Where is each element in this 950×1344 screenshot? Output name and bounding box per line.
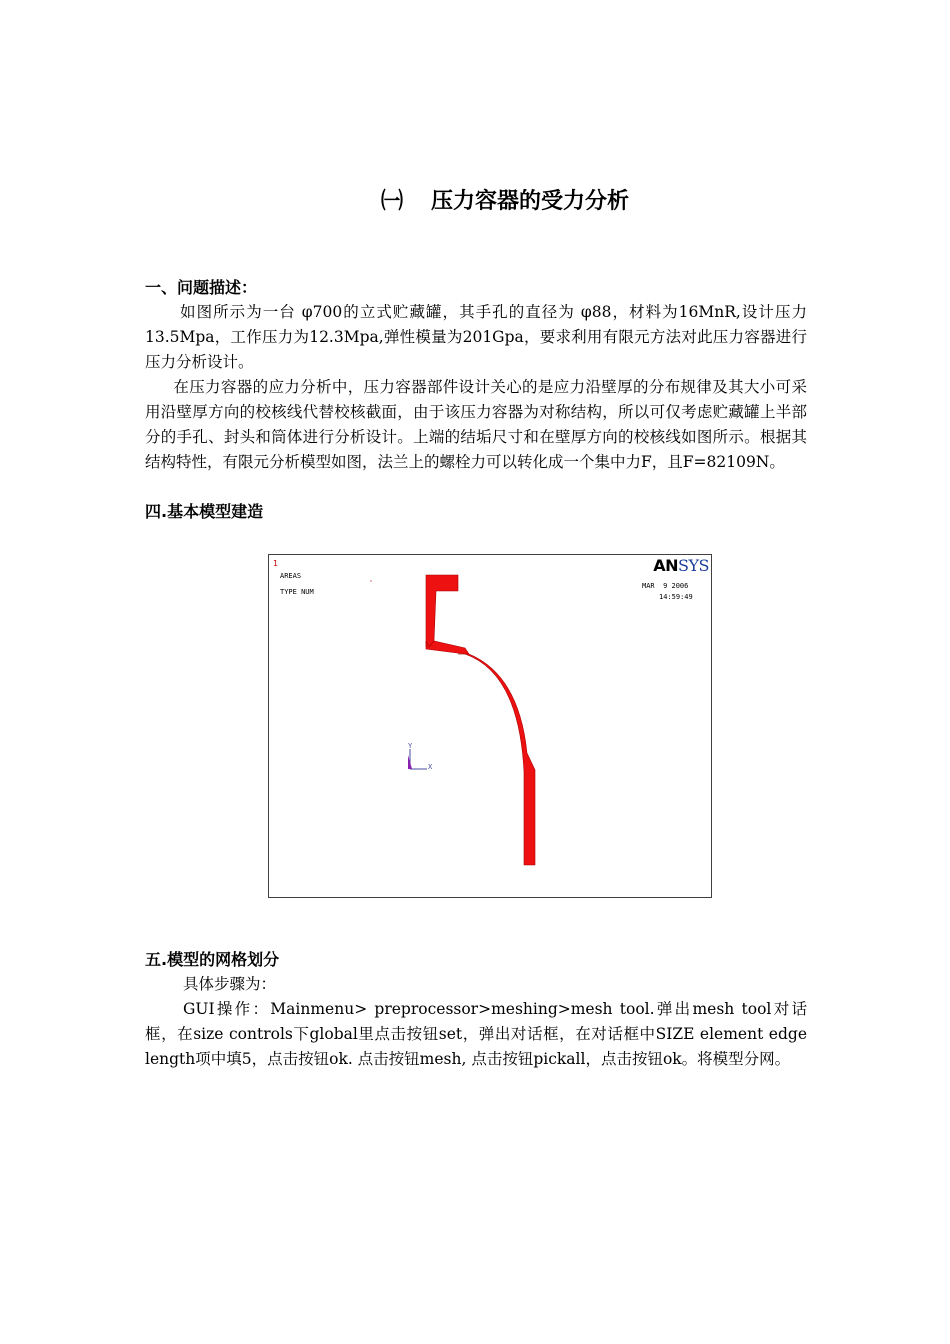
- flange-area: [426, 575, 458, 647]
- logo-an: AN: [653, 556, 679, 575]
- model-geometry: [269, 555, 711, 897]
- section-heading-mesh: 五.模型的网格划分: [145, 950, 280, 969]
- axis-y-label: Y: [408, 742, 413, 750]
- title-marker: ㈠: [380, 189, 403, 214]
- axis-x-label: X: [428, 763, 433, 771]
- section-heading-model: 四.基本模型建造: [145, 502, 264, 521]
- title-text: 压力容器的受力分析: [431, 189, 630, 214]
- label-type-num: TYPE NUM: [280, 588, 314, 596]
- logo-sys: SYS: [678, 556, 709, 575]
- ansys-figure: [268, 554, 712, 898]
- time-stamp: 14:59:49: [659, 593, 693, 601]
- paragraph-text: 如图所示为一台 φ700的立式贮藏罐，其手孔的直径为 φ88，材料为16MnR,设计压力13.5Mpa，工作压力为12.3Mpa,弹性模量为201Gpa，要求利用有限元方法对此压力容器进行压力分析设计。: [145, 303, 807, 371]
- paragraph-steps-intro: [145, 972, 807, 997]
- paragraph-gui-steps: [145, 997, 807, 1072]
- vessel-wall-area: [426, 641, 535, 865]
- label-areas: AREAS: [280, 572, 302, 580]
- window-number: 1: [273, 559, 278, 568]
- paragraph-text: GUI操作：Mainmenu> preprocessor>meshing>mesh tool.弹出mesh tool对话框，在size controls下global里点击按钮set，弹出对话框，在对话框中SIZE element edge length项中填5，点击按钮ok. 点击按钮mesh, 点击按钮pickall，点击按钮ok。将模型分网。: [145, 1000, 807, 1068]
- paragraph-problem-description: [145, 300, 807, 375]
- section-heading-problem: 一、问题描述：: [145, 278, 258, 297]
- paragraph-text: 具体步骤为：: [183, 975, 277, 993]
- paragraph-stress-analysis: [145, 375, 807, 475]
- page-title: [0, 184, 950, 215]
- point-marker: [370, 580, 371, 581]
- paragraph-text: 在压力容器的应力分析中，压力容器部件设计关心的是应力沿壁厚的分布规律及其大小可采用沿壁厚方向的校核线代替校核截面，由于该压力容器为对称结构，所以可仅考虑贮藏罐上半部分的手孔、封头和筒体进行分析设计。上端的结垢尺寸和在壁厚方向的校核线如图所示。根据其结构特性，有限元分析模型如图，法兰上的螺栓力可以转化成一个集中力F，且F=82109N。: [145, 378, 807, 471]
- date-stamp: MAR 9 2006: [642, 582, 689, 590]
